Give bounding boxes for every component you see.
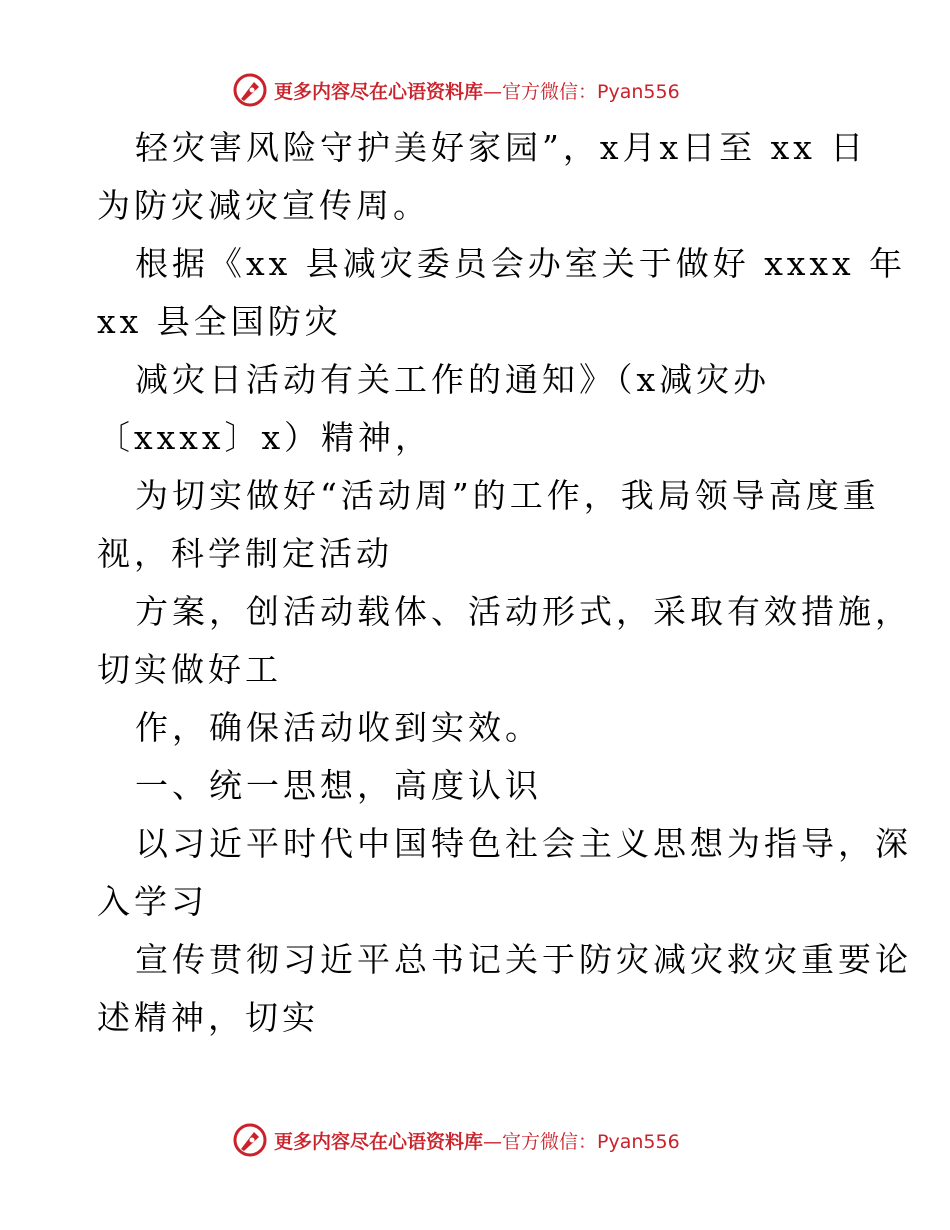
paragraph-line: 轻灾害风险守护美好家园”，x月x日至 xx 日 (135, 128, 868, 167)
paragraph-line: 作，确保活动收到实效。 (135, 708, 542, 747)
paragraph-line: 述精神，切实 (97, 998, 319, 1037)
paragraph-line: 根据《xx 县减灾委员会办室关于做好 xxxx 年 (135, 244, 907, 283)
banner-dash: — (483, 80, 503, 103)
paragraph-line: 为切实做好“活动周”的工作，我局领导高度重 (135, 476, 880, 515)
pen-nib-logo-icon (232, 1122, 268, 1158)
footer-banner (232, 1120, 680, 1160)
paragraph-line: 宣传贯彻习近平总书记关于防灾减灾救灾重要论 (135, 940, 912, 979)
paragraph-line: 减灾日活动有关工作的通知》（x减灾办 (135, 360, 771, 399)
banner-main-text: 更多内容尽在心语资料库 (274, 80, 484, 103)
pen-nib-logo-icon (232, 72, 268, 108)
banner-wechat-id: Pyan556 (597, 80, 680, 103)
section-heading: 一、统一思想，高度认识 (135, 766, 542, 805)
banner-dash: — (483, 1130, 503, 1153)
banner-wechat-label: 官方微信： (502, 80, 598, 103)
paragraph-line: 视，科学制定活动 (97, 534, 393, 573)
banner-main-text: 更多内容尽在心语资料库 (274, 1130, 484, 1153)
banner-wechat-id: Pyan556 (597, 1130, 680, 1153)
paragraph-line: 切实做好工 (97, 650, 282, 689)
header-banner (232, 70, 680, 110)
banner-text (274, 1127, 680, 1154)
paragraph-line: 以习近平时代中国特色社会主义思想为指导，深 (135, 824, 912, 863)
paragraph-line: 方案，创活动载体、活动形式，采取有效措施， (135, 592, 912, 631)
banner-text (274, 77, 680, 104)
paragraph-line: xx 县全国防灾 (97, 302, 342, 341)
paragraph-line: 〔xxxx〕x）精神， (97, 418, 433, 457)
banner-wechat-label: 官方微信： (502, 1130, 598, 1153)
paragraph-line: 为防灾减灾宣传周。 (97, 186, 430, 225)
paragraph-line: 入学习 (97, 882, 208, 921)
